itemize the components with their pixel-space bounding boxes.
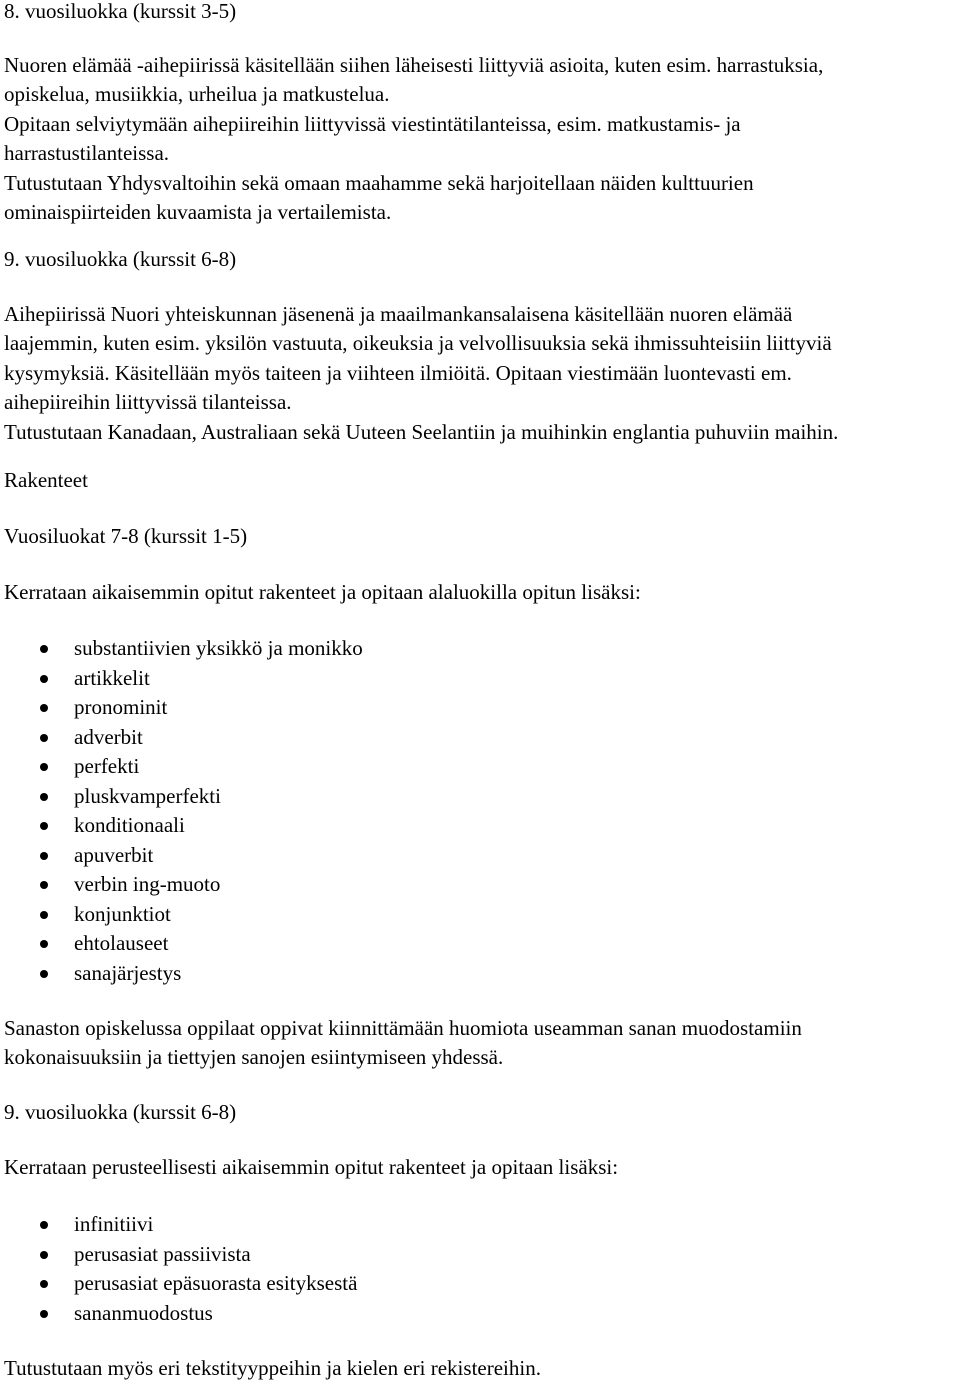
list-item-label: sananmuodostus [74,1300,213,1325]
grade8-line: Nuoren elämää -aihepiirissä käsitellään siihen läheisesti liittyviä asioita, kuten esim. harrastuksia, [4,53,824,77]
vocab-line: kokonaisuuksiin ja tiettyjen sanojen esiintymiseen yhdessä. [4,1045,504,1070]
bullet-icon [40,822,48,830]
closing-line: Tutustutaan myös eri tekstityyppeihin ja kielen eri rekistereihin. [4,1356,541,1380]
grade9-line: laajemmin, kuten esim. yksilön vastuuta, oikeuksia ja velvollisuuksia sekä ihmissuhteisiin liittyviä [4,331,832,356]
grade8-heading-block [4,0,954,26]
grades78-intro: Kerrataan aikaisemmin opitut rakenteet ja opitaan alaluokilla opitun lisäksi: [4,580,641,604]
bullet-icon [40,793,48,801]
grade9b-bullet-list [4,1210,954,1328]
grade8-paragraph [4,51,954,227]
grade9-paragraph [4,300,954,447]
bullet-icon [40,645,48,653]
bullet-icon [40,675,48,683]
vocab-line: Sanaston opiskelussa oppilaat oppivat kiinnittämään huomiota useamman sanan muodostamiin [4,1016,802,1040]
bullet-icon [40,852,48,860]
grades78-list-block [4,634,954,988]
list-item [4,1240,954,1270]
list-item-label: adverbit [74,724,143,749]
bullet-icon [40,1251,48,1259]
list-item-label: ehtolauseet [74,931,169,955]
list-item [4,723,954,753]
list-item [4,634,954,664]
grade9b-intro: Kerrataan perusteellisesti aikaisemmin opitut rakenteet ja opitaan lisäksi: [4,1155,619,1179]
grade9-line: Aihepiirissä Nuori yhteiskunnan jäsenenä ja maailmankansalaisena käsitellään nuoren elämää [4,302,793,326]
list-item-label: perusasiat passiivista [74,1241,251,1266]
grades78-intro-block [4,578,954,607]
grade8-line: ominaispiirteiden kuvaamista ja vertailemista. [4,199,392,224]
list-item [4,1210,954,1240]
bullet-icon [40,1221,48,1229]
grade9b-heading-block [4,1098,954,1127]
bullet-icon [40,970,48,978]
list-item [4,929,954,959]
bullet-icon [40,704,48,712]
list-item-label: pluskvamperfekti [74,783,221,808]
vocab-paragraph [4,1014,954,1073]
list-item-label: sanajärjestys [74,960,182,985]
rakenteet-heading-block [4,466,954,495]
list-item [4,1269,954,1299]
grade8-line: opiskelua, musiikkia, urheilua ja matkustelua. [4,82,390,107]
list-item [4,752,954,782]
grade9-heading-block [4,245,954,274]
list-item [4,870,954,900]
bullet-icon [40,763,48,771]
list-item [4,841,954,871]
list-item [4,1299,954,1329]
grade8-line: Opitaan selviytymään aihepiireihin liittyvissä viestintätilanteissa, esim. matkustamis- ja [4,111,741,136]
list-item-label: perusasiat epäsuorasta esityksestä [74,1271,358,1295]
list-item-label: konjunktiot [74,901,171,926]
grade8-line: Tutustutaan Yhdysvaltoihin sekä omaan maahamme sekä harjoitellaan näiden kulttuurien [4,170,754,195]
bullet-icon [40,940,48,948]
grade8-line: harrastustilanteissa. [4,141,170,166]
grade8-heading: 8. vuosiluokka (kurssit 3-5) [4,0,237,23]
rakenteet-heading: Rakenteet [4,468,88,492]
grade9-line: aihepiireihin liittyvissä tilanteissa. [4,390,292,415]
grades78-heading: Vuosiluokat 7-8 (kurssit 1-5) [4,524,248,548]
grade9b-heading: 9. vuosiluokka (kurssit 6-8) [4,1100,237,1124]
bullet-icon [40,1310,48,1318]
bullet-icon [40,1280,48,1288]
closing-block [4,1354,954,1383]
list-item [4,900,954,930]
list-item-label: perfekti [74,754,140,778]
bullet-icon [40,911,48,919]
list-item [4,664,954,694]
grades78-heading-block [4,522,954,551]
grades78-bullet-list [4,634,954,988]
list-item [4,782,954,812]
list-item-label: substantiivien yksikkö ja monikko [74,636,363,660]
list-item-label: konditionaali [74,813,185,837]
list-item [4,693,954,723]
list-item-label: pronominit [74,695,168,719]
grade9b-intro-block [4,1153,954,1182]
grade9b-list-block [4,1210,954,1328]
list-item-label: verbin ing-muoto [74,872,221,896]
grade9-line: Tutustutaan Kanadaan, Australiaan sekä Uuteen Seelantiin ja muihinkin englantia puhuviin maihin. [4,419,839,444]
grade9-heading: 9. vuosiluokka (kurssit 6-8) [4,247,237,271]
list-item [4,959,954,989]
bullet-icon [40,881,48,889]
bullet-icon [40,734,48,742]
list-item-label: infinitiivi [74,1212,154,1236]
list-item-label: apuverbit [74,842,154,867]
list-item [4,811,954,841]
grade9-line: kysymyksiä. Käsitellään myös taiteen ja viihteen ilmiöitä. Opitaan viestimään luontevasti em. [4,360,792,385]
list-item-label: artikkelit [74,665,150,690]
